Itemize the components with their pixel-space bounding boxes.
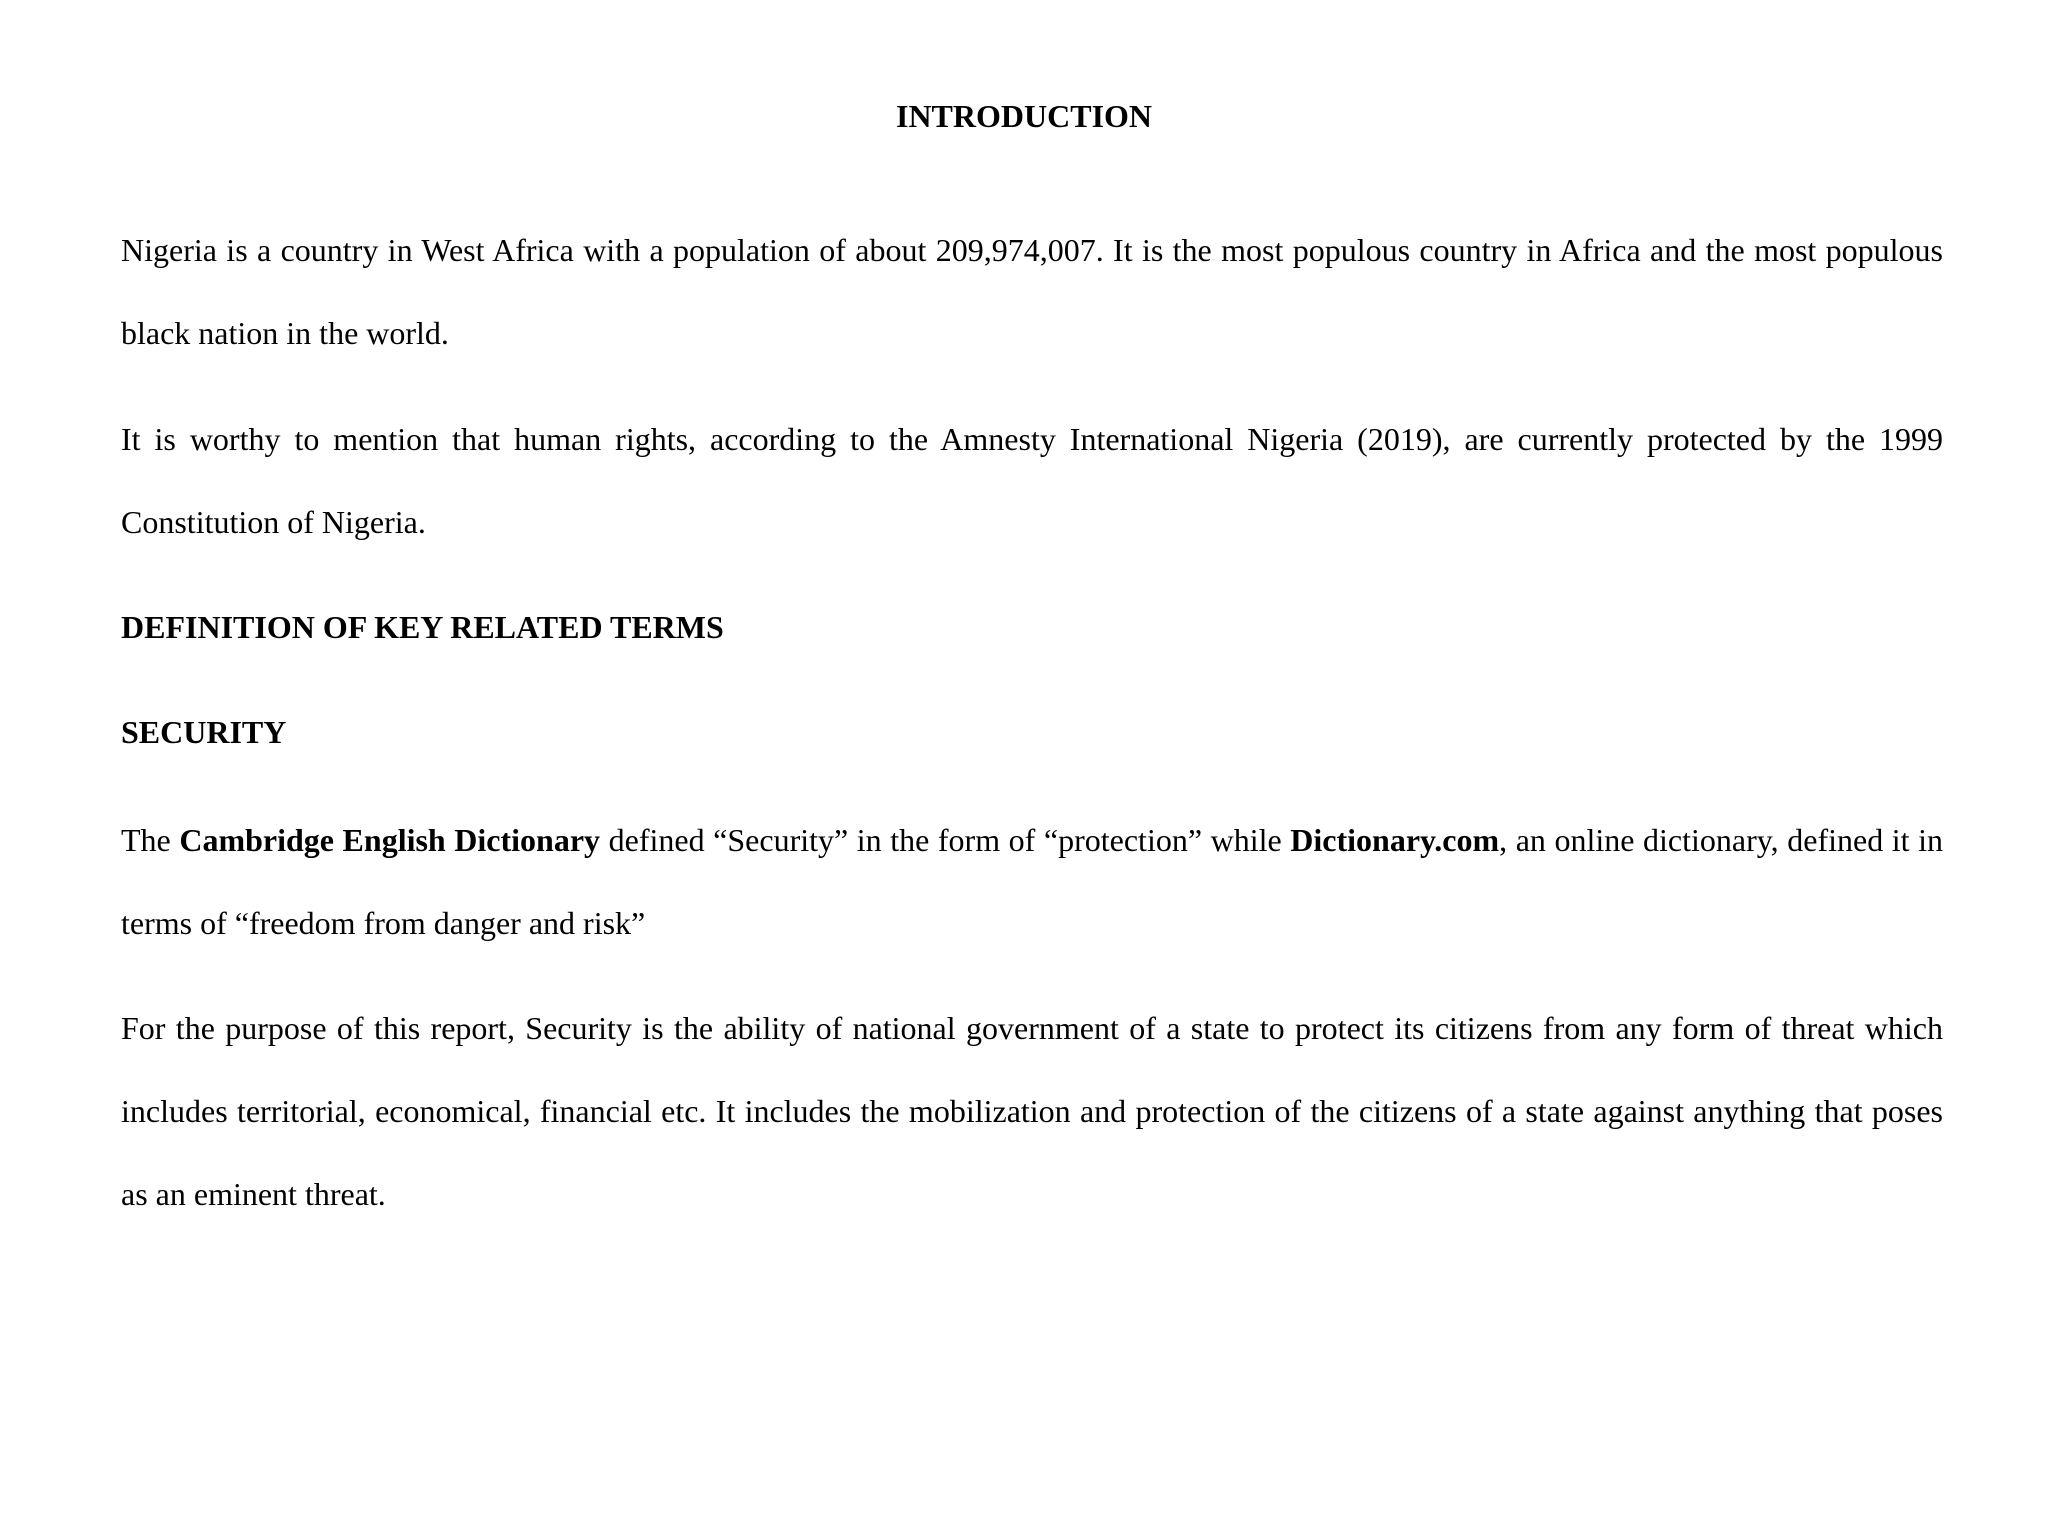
paragraph-text: , an online dictionary, defined it in terms of “freedom from danger and risk” [121,822,1944,941]
paragraph-population: Nigeria is a country in West Africa with a population of about 209,974,007. It is the most populous country in Africa and the most populous black nation in the world. [121,232,1943,351]
paragraph-text: The [121,822,180,858]
section-heading-definitions: DEFINITION OF KEY RELATED TERMS [121,609,724,645]
paragraph-human-rights: It is worthy to mention that human rights, according to the Amnesty International Nigeria (2019), are currently protected by the 1999 Constitution of Nigeria. [121,421,1943,540]
paragraph-text: defined “Security” in the form of “protection” while [600,822,1291,858]
paragraph-security-purpose: For the purpose of this report, Security is the ability of national government of a state to protect its citizens from any form of threat which includes territorial, economical, financial etc. It includes the mobilization and protection of the citizens of a state against anything that poses as an eminent threat. [121,1010,1943,1212]
paragraph-security-definition [121,799,1943,965]
bold-term-dictionary-com: Dictionary.com [1290,822,1500,858]
subsection-heading-security: SECURITY [121,714,287,750]
page-title: INTRODUCTION [895,98,1153,134]
bold-term-cambridge: Cambridge English Dictionary [179,822,601,858]
